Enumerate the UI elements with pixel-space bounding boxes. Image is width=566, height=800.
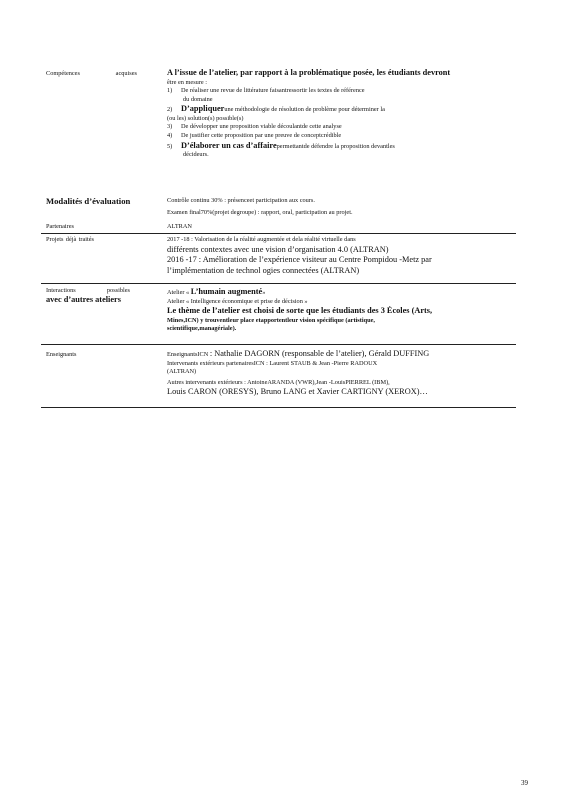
enseignants-icn: EnseignantsICN : Nathalie DAGORN (responsable de l’atelier), Gérald DUFFING (167, 349, 430, 358)
theme-line-3: scientifique,managériale). (167, 325, 237, 333)
intervenants-partenaires-org: (ALTRAN) (167, 368, 197, 376)
competence-item-2-cont: (ou les) solution(s) possible(s) (167, 114, 244, 122)
competences-content (167, 68, 514, 160)
modalites-line-2: Examen final70%(projet degroupe) : rapport, oral, participation au projet. (167, 208, 353, 216)
divider (41, 233, 516, 234)
projet-2017-line-1: 2017 -18 : Valorisation de la réalité augmentée et dela réalité virtuelle dans (167, 236, 356, 243)
competences-sub: être en mesure : (167, 78, 208, 86)
competences-heading: A l’issue de l’atelier, par rapport à la problématique posée, les étudiants devront (167, 68, 451, 77)
interactions-label: Interactions possibles avec d’autres ateliers (46, 287, 130, 304)
competence-item-3: 3) De développer une proposition viable découlantde cette analyse (167, 123, 342, 131)
theme-line-1: Le thème de l’atelier est choisi de sorte que les étudiants des 3 Écoles (Arts, (167, 306, 433, 316)
enseignants-content (167, 349, 514, 398)
divider (41, 344, 516, 345)
partenaires-value: ALTRAN (167, 223, 192, 230)
modalites-content (167, 197, 514, 217)
competence-item-5-cont: décideurs. (183, 151, 209, 159)
competences-label: Compétences acquises (46, 70, 137, 77)
atelier-humain-augmente: Atelier « L’humain augmenté» (167, 287, 266, 296)
projets-content (167, 236, 514, 276)
projet-2016-line-1: 2016 -17 : Amélioration de l’expérience visiteur au Centre Pompidou -Metz par (167, 255, 432, 265)
modalites-line-1: Contrôle continu 30% : présenceet participation aux cours. (167, 197, 315, 204)
competence-item-1: 1) De réaliser une revue de littérature faisantressortir les textes de référence (167, 87, 365, 95)
partenaires-label: Partenaires (46, 223, 74, 230)
competence-item-2: 2) D’appliquerune méthodologie de résolution de problème pour déterminer la (167, 104, 385, 114)
competence-item-5: 5) D’élaborer un cas d’affairepermettantde défendre la proposition devantles (167, 140, 395, 150)
modalites-label: Modalités d’évaluation (46, 196, 131, 206)
autres-intervenants: Autres intervenants extérieurs : AntoineARANDA (VWR),Jean -LouisPIERREL (IBM), (167, 378, 390, 386)
projet-2017-line-2: différents contextes avec une vision d’organisation 4.0 (ALTRAN) (167, 244, 389, 254)
divider (41, 407, 516, 408)
page-number: 39 (521, 779, 528, 787)
projets-label: Projets déjà traités (46, 236, 94, 243)
interactions-content (167, 287, 514, 334)
competence-item-1-cont: du domaine (183, 95, 213, 103)
atelier-intelligence-economique: Atelier « Intelligence économique et prise de décision » (167, 297, 308, 305)
autres-intervenants-cont: Louis CARON (ORESYS), Bruno LANG et Xavier CARTIGNY (XEROX)… (167, 387, 428, 397)
theme-line-2: Mines,ICN) y trouventleur place etapportentleur vision spécifique (artistique, (167, 316, 375, 324)
intervenants-partenaires: Intervenants extérieurs partenairesICN : Laurent STAUB & Jean -Pierre RADOUX (167, 359, 378, 367)
projet-2016-line-2: l’implémentation de technol ogies connectées (ALTRAN) (167, 265, 360, 275)
enseignants-label: Enseignants (46, 351, 77, 358)
divider (41, 283, 516, 284)
competence-item-4: 4) De justifier cette proposition par une preuve de conceptcrédible (167, 131, 342, 139)
